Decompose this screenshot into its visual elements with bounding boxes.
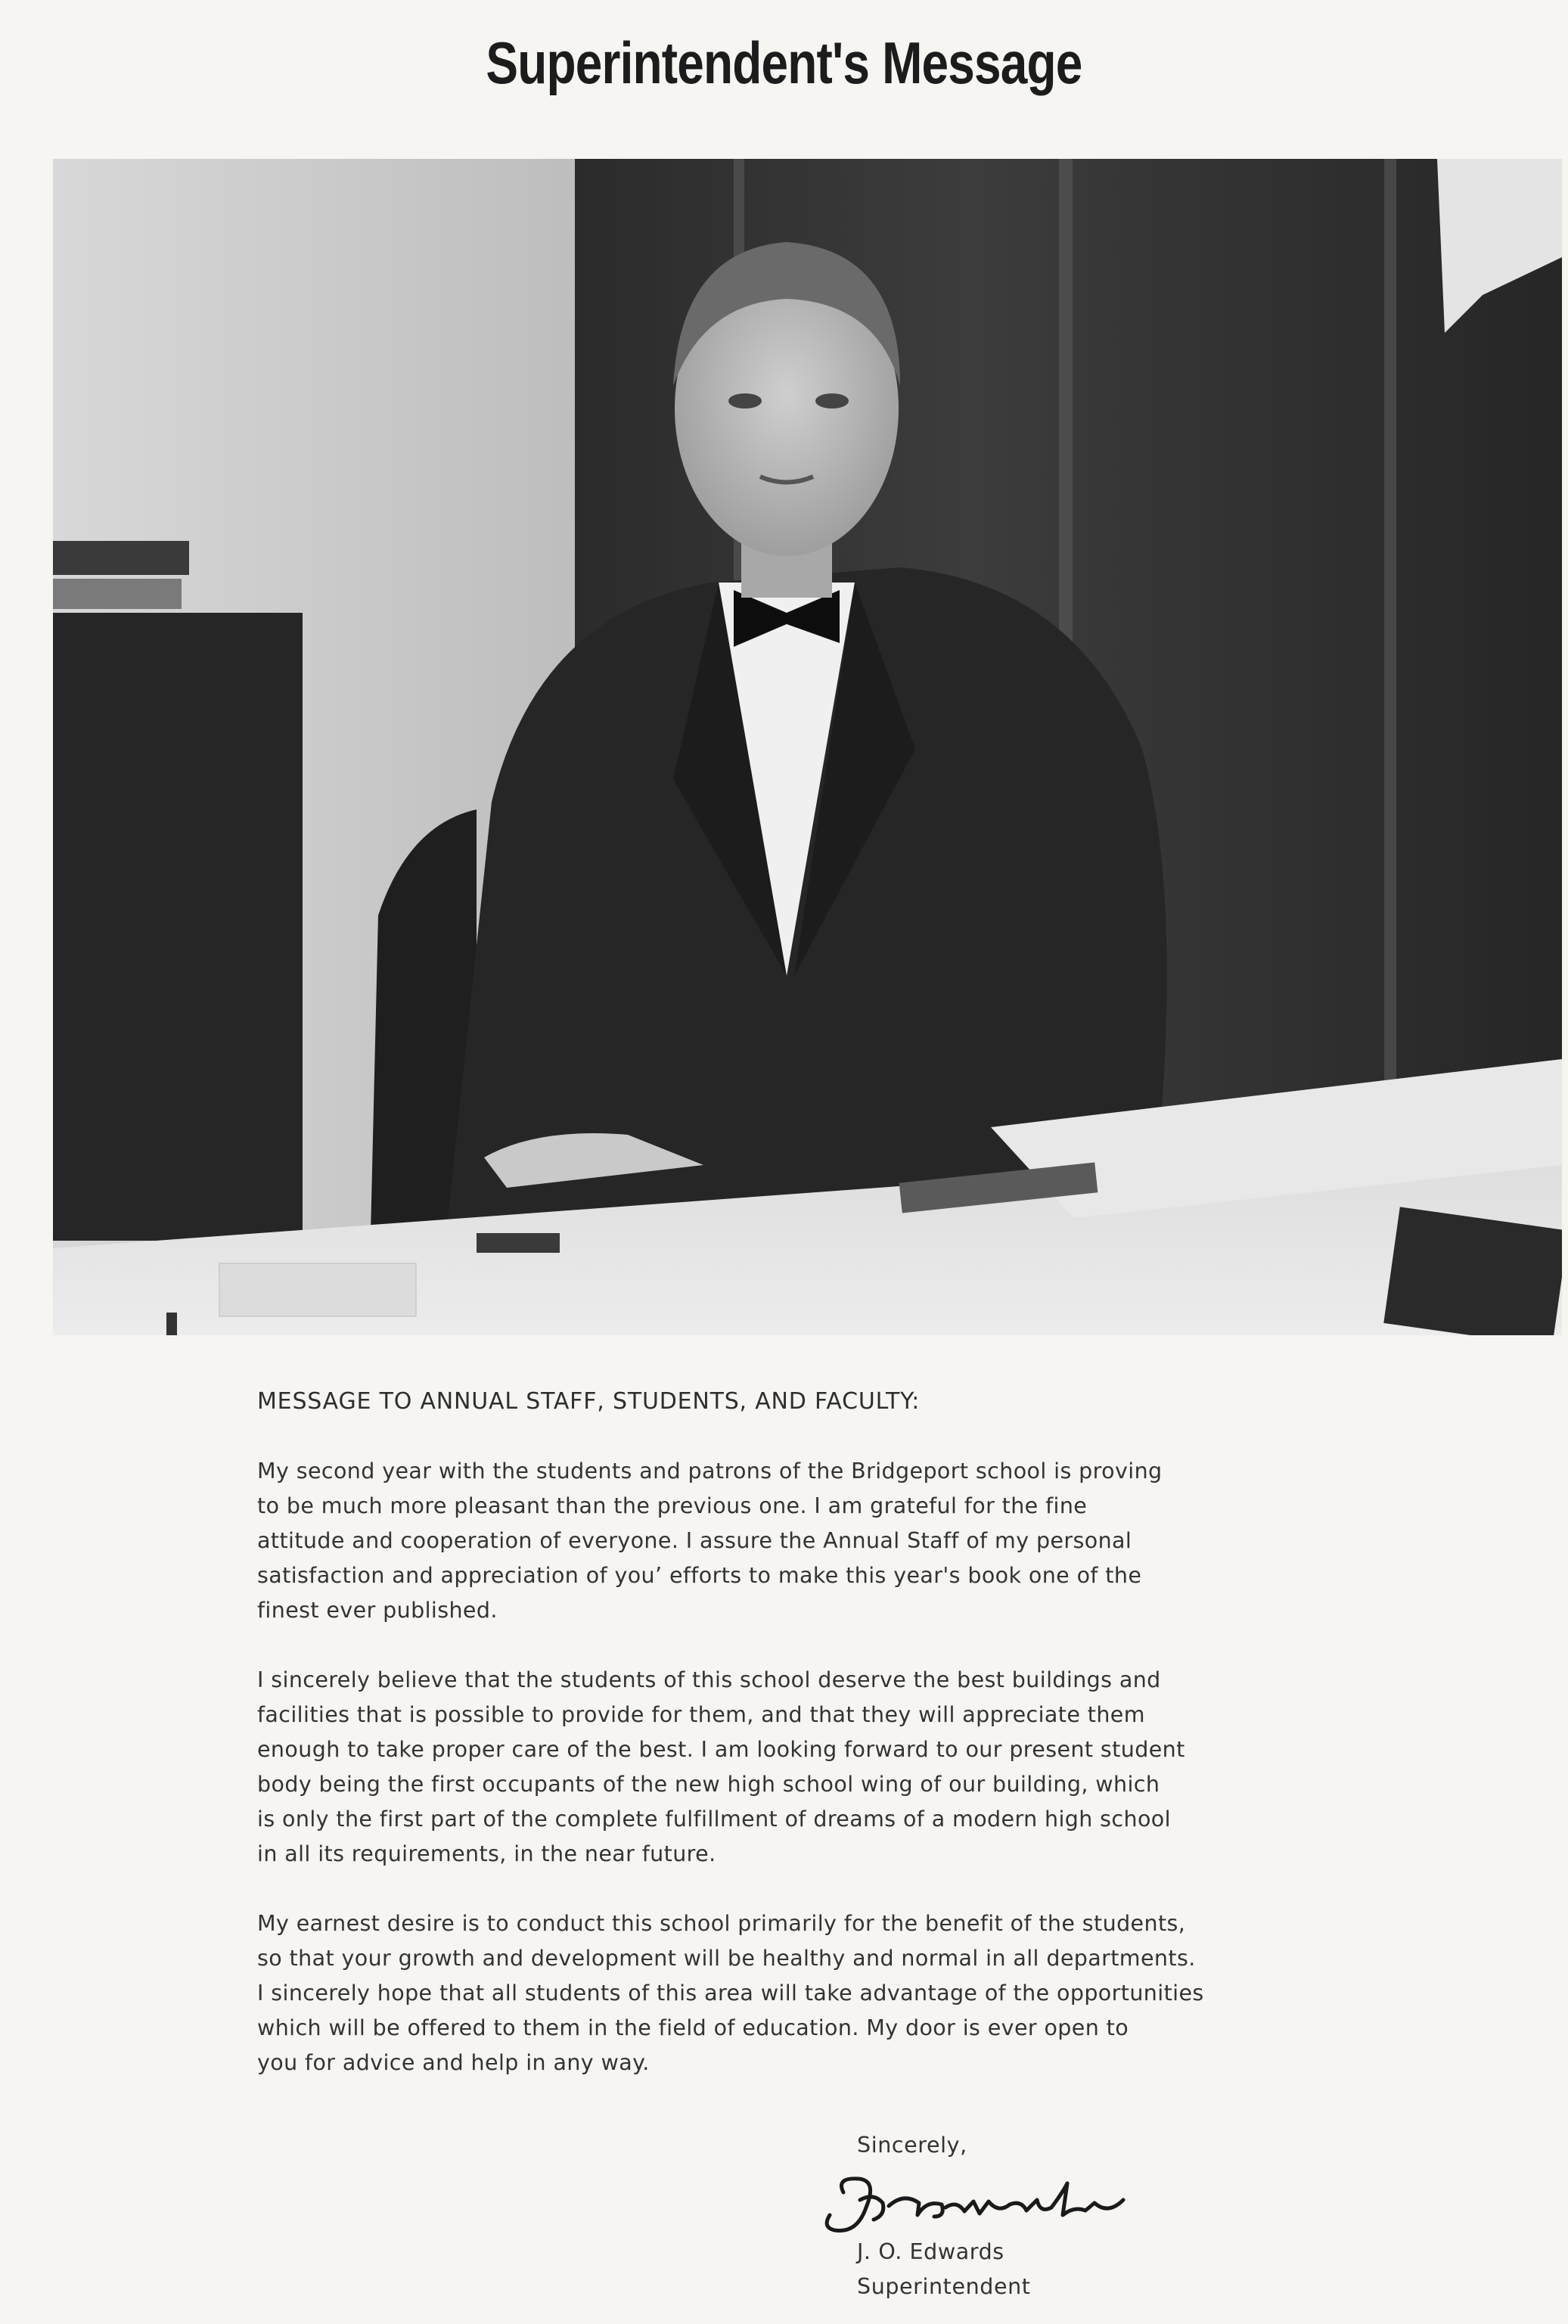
text-line: to be much more pleasant than the previous one. I am grateful for the fine (257, 1493, 1088, 1518)
text-line: facilities that is possible to provide for them, and that they will appreciate them (257, 1702, 1145, 1727)
text-line: satisfaction and appreciation of you’ efforts to make this year's book one of the (257, 1563, 1142, 1588)
text-line: so that your growth and development will be healthy and normal in all departments. (257, 1946, 1196, 1971)
message-heading: MESSAGE TO ANNUAL STAFF, STUDENTS, AND FACULTY: (257, 1388, 921, 1415)
message-body (257, 1384, 1437, 2115)
text-line: enough to take proper care of the best. I am looking forward to our present student (257, 1737, 1185, 1762)
text-line: in all its requirements, in the near future. (257, 1841, 716, 1866)
signature-icon (813, 2170, 1131, 2245)
text-line: body being the first occupants of the new high school wing of our building, which (257, 1772, 1160, 1797)
page-title: Superintendent's Message (486, 30, 1082, 96)
cabinet (53, 613, 303, 1241)
text-line: My earnest desire is to conduct this school primarily for the benefit of the students, (257, 1911, 1186, 1936)
superintendent-photo (53, 159, 1562, 1335)
message-paragraph (257, 1454, 1437, 1628)
text-line: attitude and cooperation of everyone. I assure the Annual Staff of my personal (257, 1528, 1132, 1553)
text-line: is only the first part of the complete fulfillment of dreams of a modern high school (257, 1807, 1171, 1832)
message-paragraph (257, 1906, 1437, 2080)
signer-title: Superintendent (857, 2274, 1031, 2299)
text-line: finest ever published. (257, 1598, 498, 1623)
text-line: I sincerely believe that the students of this school deserve the best buildings and (257, 1667, 1161, 1692)
signer-name: J. O. Edwards (857, 2239, 1004, 2264)
portrait-illustration (53, 159, 1562, 1335)
text-line: My second year with the students and patrons of the Bridgeport school is proving (257, 1459, 1163, 1484)
closing-salutation: Sincerely, (857, 2133, 967, 2158)
text-line: you for advice and help in any way. (257, 2050, 650, 2075)
text-line: I sincerely hope that all students of this area will take advantage of the opportunities (257, 1981, 1204, 2006)
text-line: which will be offered to them in the field of education. My door is ever open to (257, 2015, 1129, 2040)
message-paragraph (257, 1663, 1437, 1872)
